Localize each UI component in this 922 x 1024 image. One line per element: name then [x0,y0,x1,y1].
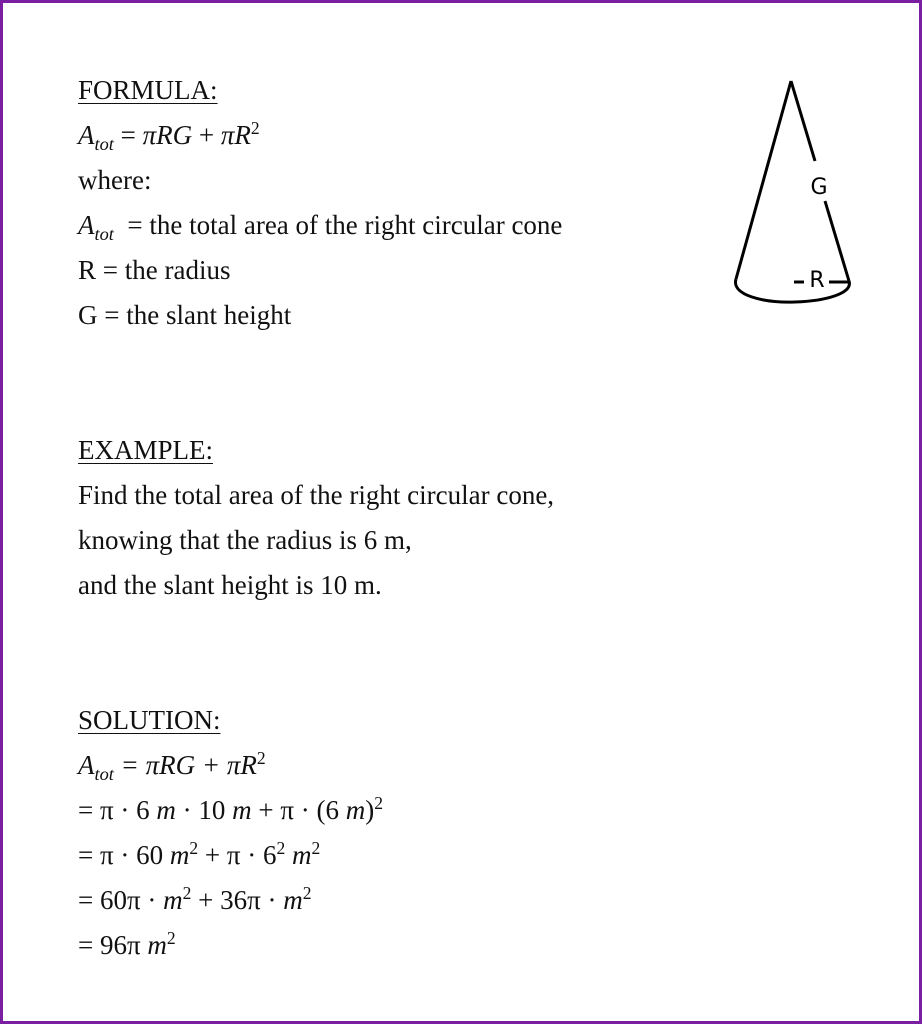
expr-part: + π · 6 [198,840,277,870]
unit-m: m [147,930,167,960]
solution-heading: SOLUTION: [78,705,221,735]
expr-part: ) [365,795,375,825]
exponent: 2 [182,883,192,904]
equals-sign: = [113,120,143,150]
where-label: where: [78,165,152,195]
expr-part [285,840,292,870]
solution-step-1 [78,750,266,783]
example-line-3: and the slant height is 10 m. [78,570,382,600]
solution-step-3 [78,840,320,873]
expr-part: + π · (6 [251,795,346,825]
base-term: πR [220,120,251,150]
exponent: 2 [256,748,266,769]
definition-symbol: R [78,255,97,285]
area-subscript: tot [94,763,114,784]
cone-left-edge [736,81,791,279]
radius-label: R [809,268,825,293]
exponent: 2 [166,928,176,949]
cone-diagram [703,63,883,323]
unit-m: m [345,795,366,825]
unit-m: m [283,885,303,915]
definition-subscript: tot [94,223,114,244]
definition-text: = the total area of the right circular cone [120,210,563,240]
definition-symbol: G [78,300,98,330]
definition-symbol: A [78,210,95,240]
unit-m: m [156,795,176,825]
solution-step-5-result [78,930,176,963]
definition-text: = the slant height [97,300,292,330]
exponent: 2 [276,838,286,859]
definition-slant-height [78,300,291,330]
formula-heading: FORMULA: [78,75,218,105]
example-line-1: Find the total area of the right circular cone, [78,480,555,510]
formula-rhs: = πRG + πR [113,750,257,780]
unit-m: m [169,840,190,870]
exponent: 2 [302,883,312,904]
expr-part: = 96π [78,930,148,960]
formula-equation [78,120,260,153]
definition-radius [78,255,230,285]
exponent: 2 [374,793,383,814]
area-subscript: tot [94,133,114,154]
definition-area [78,210,562,243]
exponent: 2 [189,838,199,859]
area-symbol: A [78,120,95,150]
expr-part: = 60π · [78,885,164,915]
expr-part: + 36π · [191,885,284,915]
example-heading: EXAMPLE: [78,435,213,465]
unit-m: m [292,840,312,870]
solution-step-2 [78,795,383,828]
expr-part: = π · 6 [78,795,157,825]
example-line-2: knowing that the radius is 6 m, [78,525,412,555]
cone-right-edge-lower [825,201,849,281]
expr-part: · 10 [175,795,233,825]
exponent: 2 [311,838,321,859]
definition-text: = the radius [96,255,231,285]
base-exponent: 2 [250,118,260,139]
area-symbol: A [78,750,95,780]
plus-sign: + [192,120,221,150]
slant-height-label: G [810,175,828,200]
unit-m: m [232,795,252,825]
cone-right-edge-upper [791,81,815,161]
lateral-term: πRG [142,120,193,150]
unit-m: m [163,885,183,915]
expr-part: = π · 60 [78,840,170,870]
solution-step-4 [78,885,312,918]
